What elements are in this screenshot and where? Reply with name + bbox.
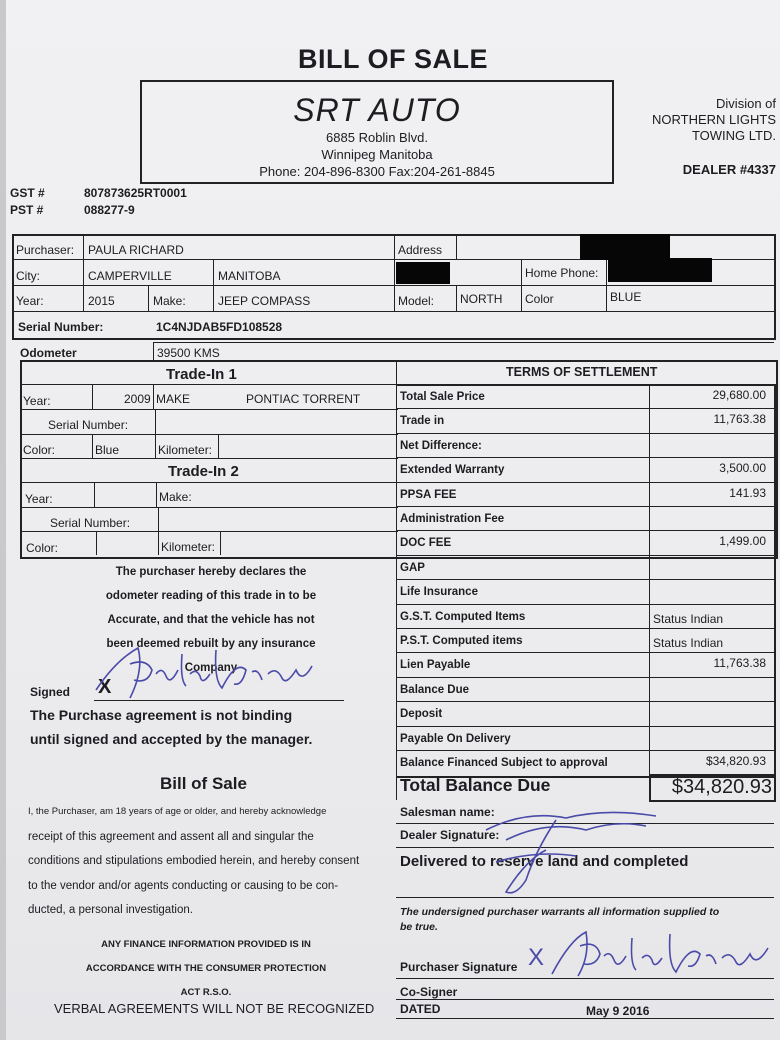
redacted-phone bbox=[608, 258, 712, 282]
dated-value: May 9 2016 bbox=[586, 1004, 650, 1018]
terms-row-label: Trade in bbox=[400, 415, 445, 428]
signed-label: Signed bbox=[30, 685, 71, 699]
bill-line-5: ducted, a personal investigation. bbox=[28, 904, 193, 916]
trade-1-make: PONTIAC TORRENT bbox=[246, 392, 361, 406]
trade-1-color-label: Color: bbox=[23, 443, 56, 457]
terms-row-value: 11,763.38 bbox=[713, 412, 766, 427]
division-block bbox=[626, 96, 776, 144]
terms-row-label: Administration Fee bbox=[400, 513, 505, 525]
terms-row-label: Life Insurance bbox=[400, 586, 478, 599]
color-label: Color bbox=[525, 292, 554, 306]
terms-row-label: Deposit bbox=[400, 708, 443, 721]
make-label: Make: bbox=[153, 294, 186, 308]
pst-label: PST # bbox=[10, 203, 44, 217]
terms-row-label: Balance Financed Subject to approval bbox=[400, 757, 608, 769]
city-value: CAMPERVILLE bbox=[88, 269, 172, 283]
terms-row-value: $34,820.93 bbox=[705, 754, 766, 768]
trade-2-serial-label: Serial Number: bbox=[50, 516, 131, 530]
purchaser-x-mark: X bbox=[528, 944, 545, 971]
division-line-1: Division of bbox=[716, 96, 776, 111]
terms-row-label: GAP bbox=[400, 561, 425, 574]
terms-row-value: 141.93 bbox=[729, 485, 766, 500]
finance-line-1: ANY FINANCE INFORMATION PROVIDED IS IN bbox=[101, 939, 311, 950]
city-label: City: bbox=[16, 269, 40, 283]
declaration-line-2: odometer reading of this trade in to be bbox=[105, 590, 317, 602]
terms-row-value: Status Indian bbox=[653, 611, 724, 626]
gst-number: 807873625RT0001 bbox=[84, 186, 187, 200]
finance-line-2: ACCORDANCE WITH THE CONSUMER PROTECTION bbox=[85, 963, 327, 974]
trade-1-make-label: MAKE bbox=[156, 392, 191, 406]
business-address-1: 6885 Roblin Blvd. bbox=[326, 130, 428, 145]
address-label: Address bbox=[398, 243, 443, 257]
trade-1-header: Trade-In 1 bbox=[166, 366, 237, 383]
purchaser-signature-1 bbox=[86, 640, 326, 710]
declaration-line-4: been deemed rebuilt by any insurance bbox=[106, 638, 316, 650]
terms-row-label: Balance Due bbox=[400, 683, 470, 696]
doc-title: BILL OF SALE bbox=[297, 44, 488, 74]
terms-row-value: 1,499.00 bbox=[719, 534, 766, 549]
purchaser-name: PAULA RICHARD bbox=[88, 243, 184, 257]
home-phone-label: Home Phone: bbox=[525, 266, 599, 280]
bill-heading: Bill of Sale bbox=[160, 774, 247, 793]
warrant-line-1: The undersigned purchaser warrants all information supplied to bbox=[400, 906, 720, 918]
signed-x-mark: X bbox=[98, 676, 112, 698]
salesman-label: Salesman name: bbox=[400, 805, 495, 819]
dated-label: DATED bbox=[400, 1002, 441, 1016]
dealer-number: DEALER #4337 bbox=[682, 162, 776, 177]
terms-box bbox=[396, 384, 776, 778]
serial-label: Serial Number: bbox=[18, 320, 104, 334]
trade-1-year: 2009 bbox=[124, 392, 151, 406]
odometer-label: Odometer bbox=[20, 346, 77, 360]
bill-line-4: to the vendor and/or agents conducting or causing to be con- bbox=[28, 879, 339, 892]
province-value: MANITOBA bbox=[218, 269, 281, 283]
color-value: BLUE bbox=[610, 290, 642, 304]
terms-row-label: Extended Warranty bbox=[400, 464, 505, 477]
bill-line-3: conditions and stipulations embodied herein, and hereby consent bbox=[28, 855, 360, 867]
trade-1-km-label: Kilometer: bbox=[158, 443, 213, 457]
bill-line-2: receipt of this agreement and assent all and singular the bbox=[28, 830, 314, 843]
business-phone: Phone: 204-896-8300 Fax:204-261-8845 bbox=[259, 164, 495, 179]
dealer-signature-label: Dealer Signature: bbox=[400, 828, 500, 842]
model-value: NORTH bbox=[460, 292, 503, 306]
trade-2-header: Trade-In 2 bbox=[168, 463, 239, 480]
terms-header: TERMS OF SETTLEMENT bbox=[506, 365, 658, 379]
delivered-note: Delivered to reserve land and completed bbox=[400, 853, 689, 870]
total-balance-label: Total Balance Due bbox=[400, 775, 551, 795]
odometer-value: 39500 KMS bbox=[157, 346, 220, 360]
bill-of-sale-document bbox=[6, 0, 780, 1040]
terms-row-label: Lien Payable bbox=[400, 659, 471, 672]
terms-row-value: Status Indian bbox=[653, 636, 724, 650]
terms-row-value: 11,763.38 bbox=[713, 656, 766, 671]
bill-line-1: I, the Purchaser, am 18 years of age or older, and hereby acknowledge bbox=[28, 806, 327, 817]
finance-notice bbox=[46, 933, 366, 1005]
trade-2-color-label: Color: bbox=[26, 541, 59, 555]
purchaser-signature-2 bbox=[546, 928, 776, 984]
terms-row-label: DOC FEE bbox=[400, 537, 452, 550]
declaration-line-3: Accurate, and that the vehicle has not bbox=[107, 614, 315, 626]
cosigner-label: Co-Signer bbox=[400, 985, 458, 999]
trade-2-make-label: Make: bbox=[159, 490, 192, 504]
purchaser-signature-label: Purchaser Signature bbox=[400, 960, 518, 974]
terms-row-label: Total Sale Price bbox=[400, 391, 485, 403]
trade-2-km-label: Kilometer: bbox=[161, 540, 216, 554]
dealer-signature-scribble bbox=[466, 800, 666, 900]
business-name: SRT AUTO bbox=[293, 92, 461, 128]
terms-row-label: P.S.T. Computed items bbox=[400, 635, 523, 647]
year-label: Year: bbox=[16, 294, 44, 308]
warrant-line-2: be true. bbox=[400, 921, 438, 933]
total-balance-value: $34,820.93 bbox=[671, 776, 772, 798]
trade-2-year-label: Year: bbox=[25, 492, 53, 506]
business-box bbox=[140, 80, 614, 184]
terms-row-label: G.S.T. Computed Items bbox=[400, 610, 526, 623]
trade-1-year-label: Year: bbox=[23, 394, 51, 408]
binding-line-1: The Purchase agreement is not binding bbox=[30, 707, 293, 723]
terms-row-value: 3,500.00 bbox=[719, 461, 766, 476]
pst-number: 088277-9 bbox=[84, 203, 135, 217]
division-line-3: TOWING LTD. bbox=[691, 128, 776, 143]
terms-row-label: PPSA FEE bbox=[400, 488, 457, 501]
terms-row-label: Payable On Delivery bbox=[400, 732, 511, 745]
year-value: 2015 bbox=[88, 294, 115, 308]
declaration-line-1: The purchaser hereby declares the bbox=[115, 566, 307, 578]
purchaser-label: Purchaser: bbox=[16, 243, 75, 257]
trade-1-serial-label: Serial Number: bbox=[48, 418, 129, 432]
binding-line-2: until signed and accepted by the manager. bbox=[30, 731, 313, 747]
bill-paragraph bbox=[28, 800, 388, 923]
model-label: Model: bbox=[398, 294, 435, 308]
gst-label: GST # bbox=[10, 186, 45, 200]
serial-value: 1C4NJDAB5FD108528 bbox=[156, 320, 283, 334]
redacted-postal bbox=[396, 262, 450, 284]
finance-line-3: ACT R.S.O. bbox=[180, 987, 232, 998]
terms-row-label: Net Difference: bbox=[400, 439, 482, 452]
verbal-notice: VERBAL AGREEMENTS WILL NOT BE RECOGNIZED bbox=[54, 1001, 375, 1016]
business-address-2: Winnipeg Manitoba bbox=[321, 147, 433, 162]
declaration-line-5: Company bbox=[184, 662, 238, 674]
trade-1-color: Blue bbox=[95, 443, 120, 457]
make-value: JEEP COMPASS bbox=[218, 294, 311, 308]
redacted-address bbox=[580, 234, 670, 260]
division-line-2: NORTHERN LIGHTS bbox=[652, 112, 776, 127]
terms-row-value: 29,680.00 bbox=[712, 388, 766, 402]
